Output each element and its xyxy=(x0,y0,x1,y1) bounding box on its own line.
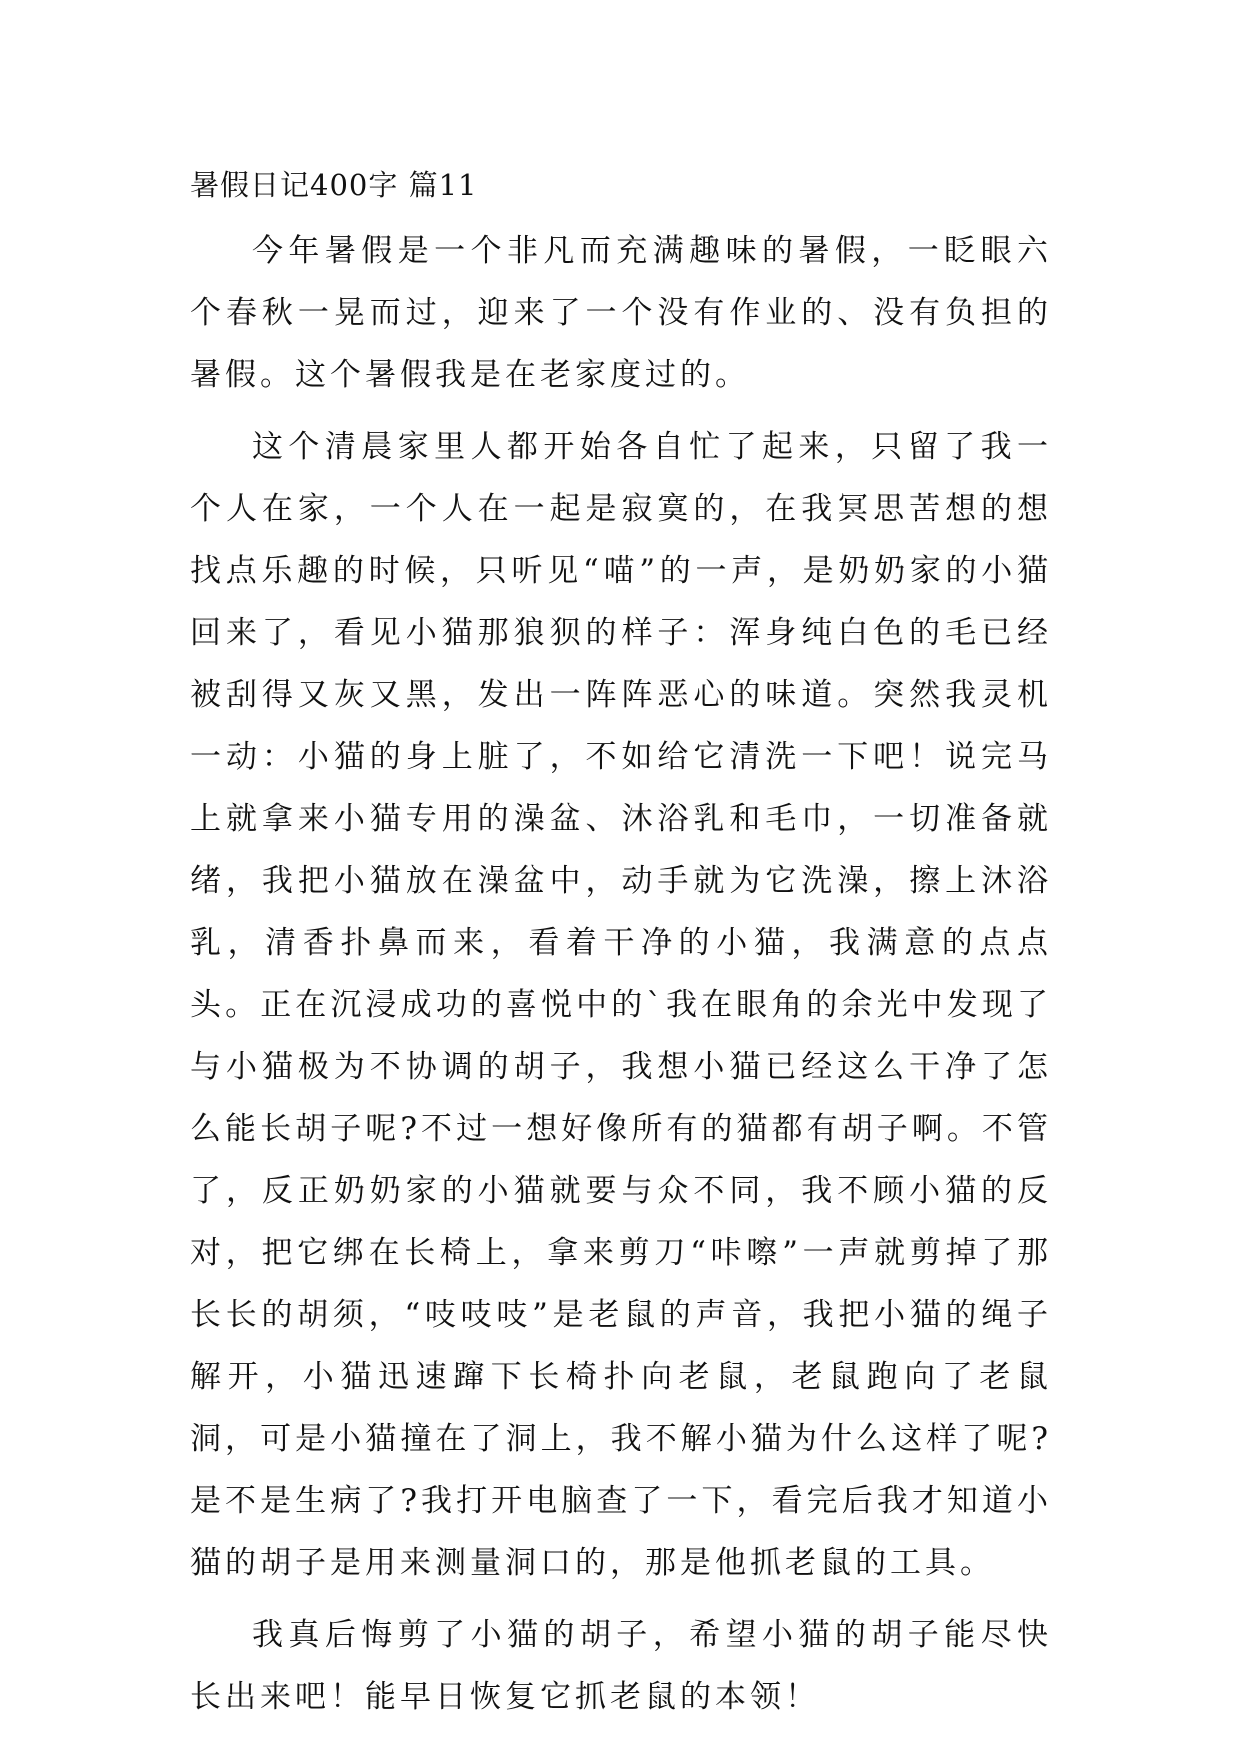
paragraph-1: 今年暑假是一个非凡而充满趣味的暑假，一眨眼六个春秋一晃而过，迎来了一个没有作业的、没有负担的暑假。这个暑假我是在老家度过的。 xyxy=(190,233,1052,393)
document-body xyxy=(190,158,1052,1738)
paragraph-2: 这个清晨家里人都开始各自忙了起来，只留了我一个人在家，一个人在一起是寂寞的，在我冥思苦想的想找点乐趣的时候，只听见“喵”的一声，是奶奶家的小猫回来了，看见小猫那狼狈的样子：浑身纯白色的毛已经被刮得又灰又黑，发出一阵阵恶心的味道。突然我灵机一动：小猫的身上脏了，不如给它清洗一下吧！说完马上就拿来小猫专用的澡盆、沐浴乳和毛巾，一切准备就绪，我把小猫放在澡盆中，动手就为它洗澡，擦上沐浴乳，清香扑鼻而来，看着干净的小猫，我满意的点点头。正在沉浸成功的喜悦中的`我在眼角的余光中发现了与小猫极为不协调的胡子，我想小猫已经这么干净了怎么能长胡子呢?不过一想好像所有的猫都有胡子啊。不管了，反正奶奶家的小猫就要与众不同，我不顾小猫的反对，把它绑在长椅上，拿来剪刀“咔嚓”一声就剪掉了那长长的胡须，“吱吱吱”是老鼠的声音，我把小猫的绳子解开，小猫迅速蹿下长椅扑向老鼠，老鼠跑向了老鼠洞，可是小猫撞在了洞上，我不解小猫为什么这样了呢?是不是生病了?我打开电脑查了一下，看完后我才知道小猫的胡子是用来测量洞口的，那是他抓老鼠的工具。 xyxy=(190,429,1052,1581)
document-title: 暑假日记400字 篇11 xyxy=(190,168,478,202)
paragraph-3: 我真后悔剪了小猫的胡子，希望小猫的胡子能尽快长出来吧！能早日恢复它抓老鼠的本领！ xyxy=(190,1617,1052,1715)
